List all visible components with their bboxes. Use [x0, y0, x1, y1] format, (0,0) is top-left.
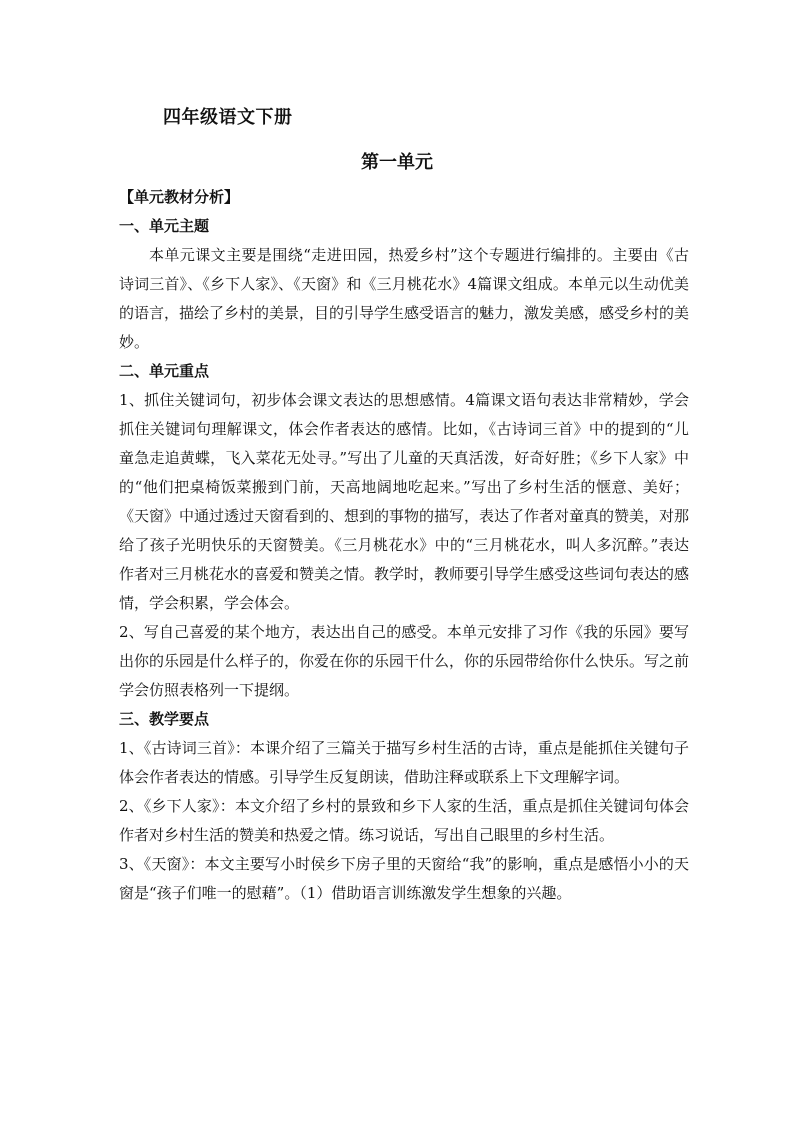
book-title: 四年级语文下册 — [163, 107, 293, 128]
point-paragraph-1: 1、《古诗词三首》：本课介绍了三篇关于描写乡村生活的古诗，重点是能抓住关键句子体会作者表达的情感。引导学生反复朗读，借助注释或联系上下文理解字词。 — [119, 739, 689, 786]
focus-paragraph-2: 2、写自己喜爱的某个地方，表达出自己的感受。本单元安排了习作《我的乐园》要写出你的乐园是什么样子的，你爱在你的乐园干什么，你的乐园带给你什么快乐。写之前学会仿照表格列一下提纲。 — [119, 623, 690, 699]
theme-paragraph: 本单元课文主要是围绕“走进田园，热爱乡村”这个专题进行编排的。主要由《古诗词三首》、《乡下人家》、《天窗》和《三月桃花水》4篇课文组成。本单元以生动优美的语言，描绘了乡村的美景，目的引导学生感受语言的魅力，激发美感，感受乡村的美妙。 — [119, 246, 690, 351]
point-paragraph-2: 2、《乡下人家》：本文介绍了乡村的景致和乡下人家的生活，重点是抓住关键词句体会作者对乡村生活的赞美和热爱之情。练习说话，写出自己眼里的乡村生活。 — [119, 797, 689, 844]
focus-paragraph-1: 1、抓住关键词句，初步体会课文表达的思想感情。4篇课文语句表达非常精妙，学会抓住关键词句理解课文，体会作者表达的感情。比如，《古诗词三首》中的提到的“儿童急走追黄蝶，飞入菜花无处寻。”写出了儿童的天真活泼，好奇好胜；《乡下人家》中的“他们把桌椅饭菜搬到门前，天高地阔地吃起来。”写出了乡村生活的惬意、美好；《天窗》中通过透过天窗看到的、想到的事物的描写，表达了作者对童真的赞美，对那给了孩子光明快乐的天窗赞美。《三月桃花水》中的“三月桃花水，叫人多沉醉。”表达作者对三月桃花水的喜爱和赞美之情。教学时，教师要引导学生感受这些词句表达的感情，学会积累，学会体会。 — [119, 391, 690, 612]
section-label: 【单元教材分析】 — [119, 188, 240, 206]
focus-heading: 二、单元重点 — [119, 362, 210, 380]
point-paragraph-3: 3、《天窗》：本文主要写小时侯乡下房子里的天窗给“我”的影响，重点是感悟小小的天窗是“孩子们唯一的慰藉”。（1）借助语言训练激发学生想象的兴趣。 — [119, 855, 689, 902]
points-heading: 三、教学要点 — [119, 710, 210, 728]
theme-heading: 一、单元主题 — [119, 217, 210, 235]
document-body — [119, 183, 689, 908]
unit-title: 第一单元 — [361, 152, 433, 173]
